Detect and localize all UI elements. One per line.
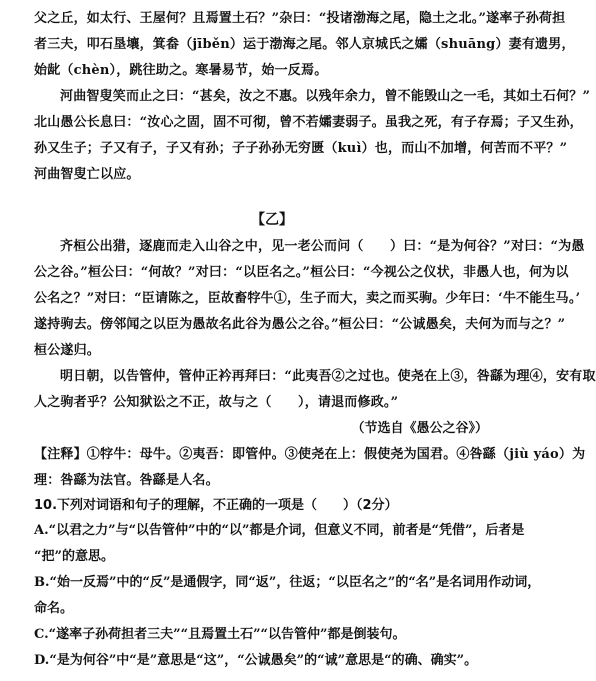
passage-a-line-7: 河曲智叟亡以应。 [34,167,140,182]
passage-b-line-7: 人之驹者乎？公知狱讼之不正，故与之（ ），请退而修政。” [34,395,399,410]
passage-b-line-2: 公之谷。”桓公曰：“何故？”对曰：“以臣名之。”桓公曰：“今视公之仪状，非愚人也，何为以 [34,265,569,280]
passage-a-line-1: 父之丘，如太行、王屋何？且焉置土石？”杂曰：“投诸渤海之尾，隐土之北。”遂率子孙荷担 [34,11,566,26]
passage-b [34,234,596,416]
annotation-line-2: 理：咎繇为法官。咎繇是人名。 [34,473,219,488]
annotation-line-1: 【注释】①牸牛：母牛。②夷吾：即管仲。③使尧在上：假使尧为国君。④咎繇（jiù yáo）为 [34,447,586,462]
passage-b-line-1: 齐桓公出猎，逐鹿而走入山谷之中，见一老公而问（ ）曰：“是为何谷？”对曰：“为愚 [60,239,585,254]
passage-b-line-6: 明日朝，以告管仲，管仲正衿再拜曰：“此夷吾②之过也。使尧在上③，咎繇为理④，安有取 [60,369,596,384]
option-a-line-2: “把”的意思。 [34,549,114,564]
option-b-line-1: B.“始一反焉”中的“反”是通假字，同“返”，往返；“以臣名之”的“名”是名词用作动词， [34,575,541,590]
passage-a [34,6,591,188]
passage-b-line-3: 公名之？”对曰：“臣请陈之，臣故畜牸牛①，生子而大，卖之而买驹。少年曰：‘牛不能生马。’ [34,291,581,306]
passage-a-line-6: 孙又生子；子又有子，子又有孙；子子孙孙无穷匮（kuì）也，而山不加增，何苦而不平？” [34,141,568,156]
question-10 [34,494,541,674]
passage-b-line-4: 遂持驹去。傍邻闻之以臣为愚故名此谷为愚公之谷。”桓公曰：“公诚愚矣，夫何为而与之？” [34,317,566,332]
passage-b-line-5: 桓公遂归。 [34,343,101,358]
option-c: C.“遂率子孙荷担者三夫”“且焉置土石”“以告管仲”都是倒装句。 [34,627,406,642]
source-note: （节选自《愚公之谷》） [351,421,488,436]
annotation-block [34,442,586,494]
question-stem: 10.下列对词语和句子的理解，不正确的一项是（ ）（2分） [34,498,398,513]
section-yi-title: 【乙】 [251,212,293,228]
passage-a-line-4: 河曲智叟笑而止之曰：“甚矣，汝之不惠。以残年余力，曾不能毁山之一毛，其如土石何？” [60,89,591,104]
option-b-line-2: 命名。 [34,601,74,616]
passage-a-line-5: 北山愚公长息曰：“汝心之固，固不可彻，曾不若孀妻弱子。虽我之死，有子存焉；子又生孙， [34,115,583,130]
option-d: D.“是为何谷”中“是”意思是“这”，“公诚愚矣”的“诚”意思是“的确、确实”。 [34,653,478,668]
passage-a-line-3: 始龀（chèn），跳往助之。寒暑易节，始一反焉。 [34,63,328,78]
option-a-line-1: A.“以君之力”与“以告管仲”中的“以”都是介词，但意义不同，前者是“凭借”，后者是 [34,523,525,538]
passage-a-line-2: 者三夫，叩石垦壤，箕畚（jīběn）运于渤海之尾。邻人京城氏之孀（shuāng）妻有遗男， [34,37,575,52]
